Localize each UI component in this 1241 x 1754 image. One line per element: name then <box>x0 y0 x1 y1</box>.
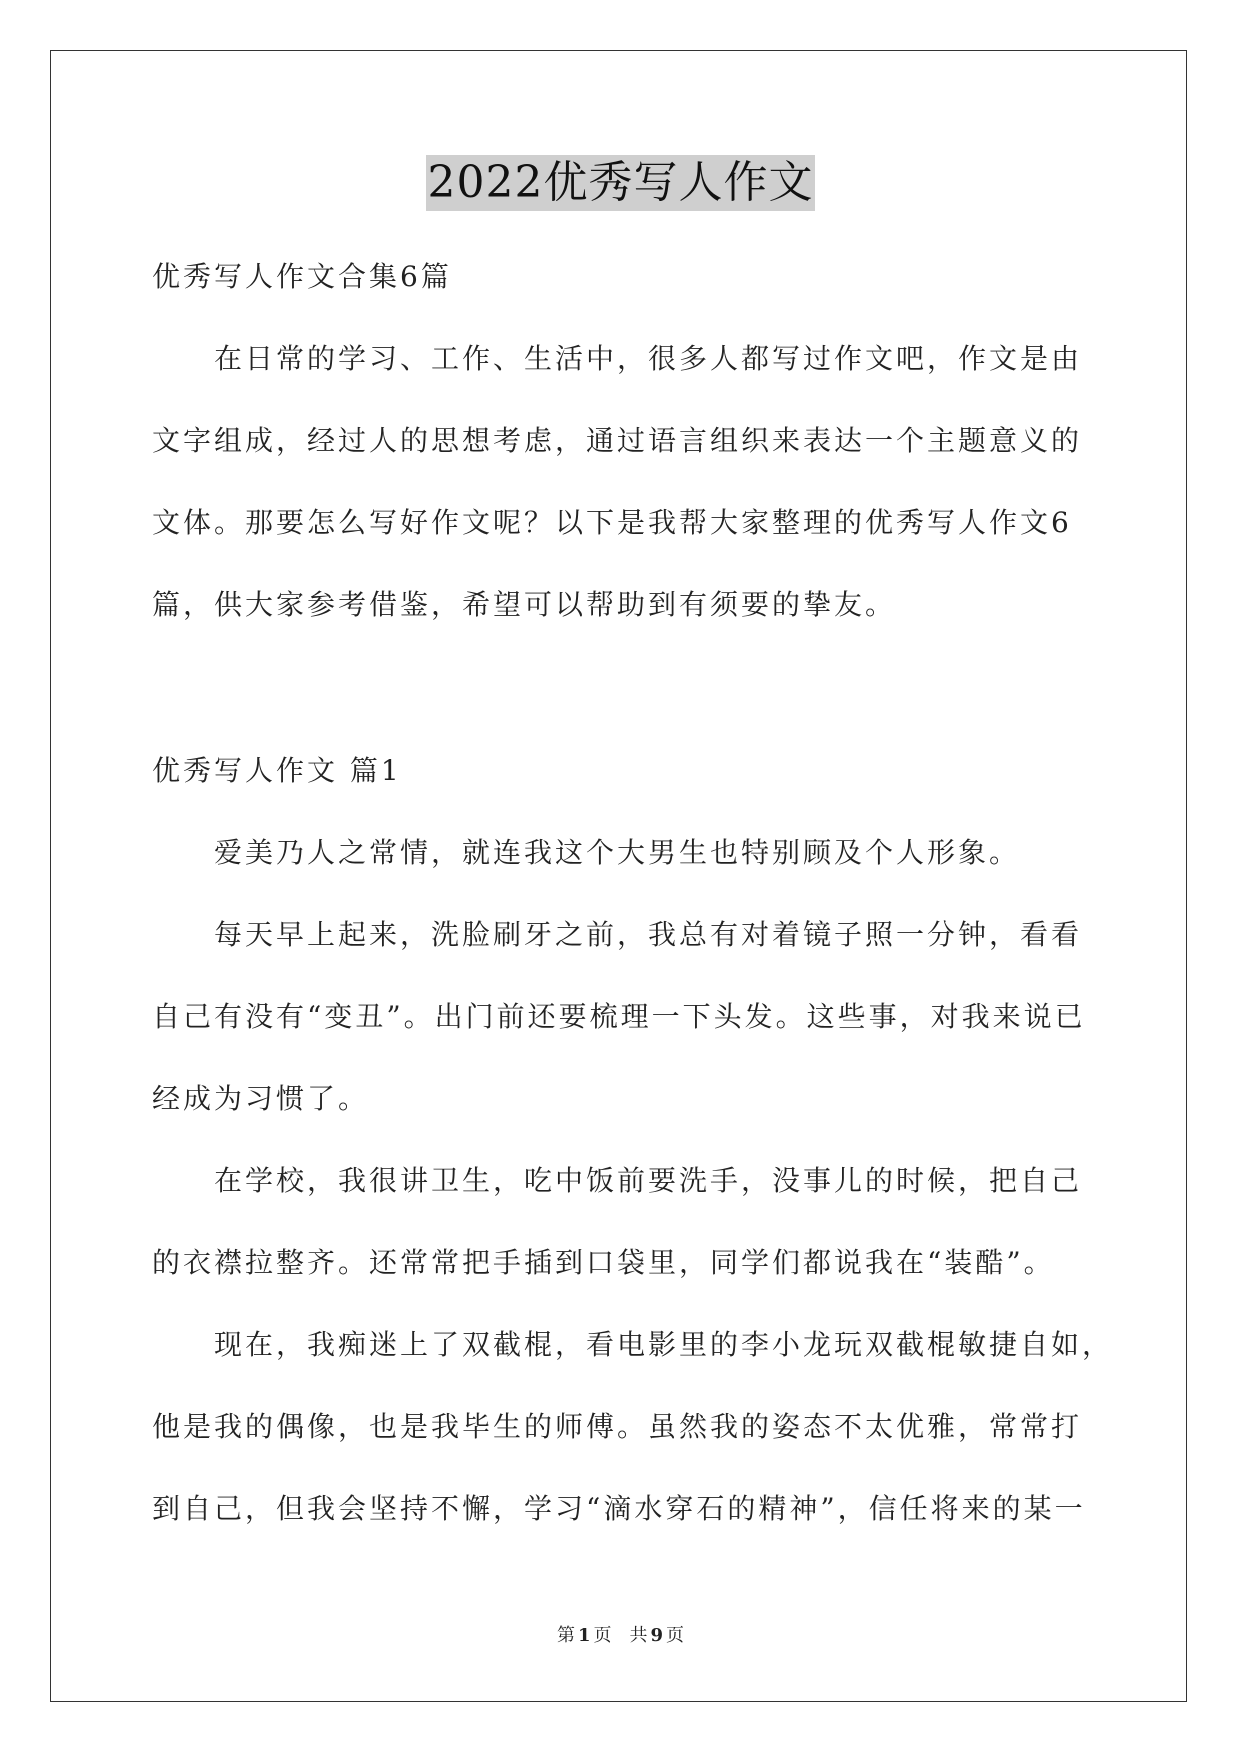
footer-total-suffix: 页 <box>666 1625 685 1646</box>
footer-current-page: 1 <box>577 1625 591 1646</box>
title-container <box>0 155 1241 211</box>
body-line: 在学校，我很讲卫生，吃中饭前要洗手，没事儿的时候，把自己 <box>214 1164 1083 1197</box>
intro-line: 文体。那要怎么写好作文呢？以下是我帮大家整理的优秀写人作文6 <box>152 506 1072 539</box>
section-heading: 优秀写人作文 篇1 <box>152 754 402 787</box>
page-footer <box>0 1624 1241 1648</box>
body-line: 自己有没有“变丑”。出门前还要梳理一下头发。这些事，对我来说已 <box>152 1000 1086 1033</box>
body-line: 的衣襟拉整齐。还常常把手插到口袋里，同学们都说我在“装酷”。 <box>152 1246 1055 1279</box>
body-line: 爱美乃人之常情，就连我这个大男生也特别顾及个人形象。 <box>214 836 1021 869</box>
intro-line: 篇，供大家参考借鉴，希望可以帮助到有须要的挚友。 <box>152 588 897 621</box>
footer-total-pages: 9 <box>650 1625 664 1646</box>
subtitle: 优秀写人作文合集6篇 <box>152 260 452 293</box>
document-title: 2022优秀写人作文 <box>426 155 816 211</box>
document-body <box>152 236 1114 1550</box>
spacer <box>152 646 1092 730</box>
intro-line: 文字组成，经过人的思想考虑，通过语言组织来表达一个主题意义的 <box>152 424 1083 457</box>
footer-page-prefix: 第 <box>556 1625 575 1646</box>
body-line: 到自己，但我会坚持不懈，学习“滴水穿石的精神”，信任将来的某一 <box>152 1492 1086 1525</box>
body-line: 他是我的偶像，也是我毕生的师傅。虽然我的姿态不太优雅，常常打 <box>152 1410 1083 1443</box>
body-line: 经成为习惯了。 <box>152 1082 370 1115</box>
section-paragraphs <box>152 812 1114 1550</box>
footer-page-suffix: 页 <box>593 1625 612 1646</box>
body-line: 现在，我痴迷上了双截棍，看电影里的李小龙玩双截棍敏捷自如， <box>214 1328 1114 1361</box>
body-line: 每天早上起来，洗脸刷牙之前，我总有对着镜子照一分钟，看看 <box>214 918 1083 951</box>
intro-line: 在日常的学习、工作、生活中，很多人都写过作文吧，作文是由 <box>214 342 1083 375</box>
footer-total-prefix: 共 <box>629 1625 648 1646</box>
